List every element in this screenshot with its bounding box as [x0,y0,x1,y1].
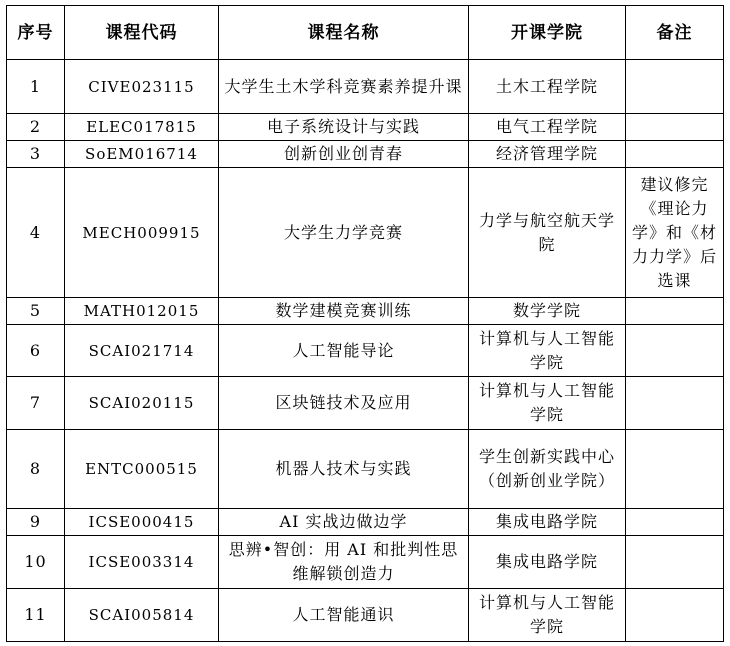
table-row [7,114,724,141]
cell-code: CIVE023115 [65,60,219,114]
cell-name: AI 实战边做边学 [219,509,469,536]
cell-code: SCAI020115 [65,377,219,430]
course-document [6,5,724,642]
cell-name: 人工智能通识 [219,589,469,642]
cell-name: 人工智能导论 [219,325,469,377]
table-row [7,141,724,168]
cell-name: 大学生土木学科竞赛素养提升课 [219,60,469,114]
cell-code: SoEM016714 [65,141,219,168]
cell-no: 3 [7,141,65,168]
cell-college: 计算机与人工智能学院 [469,377,626,430]
cell-no: 10 [7,536,65,589]
cell-no: 6 [7,325,65,377]
cell-name: 数学建模竞赛训练 [219,298,469,325]
table-row [7,60,724,114]
table-row [7,589,724,642]
cell-no: 9 [7,509,65,536]
cell-note [626,298,724,325]
cell-college: 力学与航空航天学院 [469,168,626,298]
cell-code: ICSE003314 [65,536,219,589]
cell-name: 大学生力学竞赛 [219,168,469,298]
cell-name: 区块链技术及应用 [219,377,469,430]
header-no: 序号 [7,6,65,60]
table-row [7,377,724,430]
table-row [7,509,724,536]
table-row [7,168,724,298]
table-row [7,430,724,509]
cell-code: SCAI021714 [65,325,219,377]
cell-name: 思辨•智创：用 AI 和批判性思维解锁创造力 [219,536,469,589]
cell-note [626,509,724,536]
cell-no: 2 [7,114,65,141]
cell-note [626,325,724,377]
cell-no: 11 [7,589,65,642]
cell-college: 电气工程学院 [469,114,626,141]
header-college: 开课学院 [469,6,626,60]
cell-code: MATH012015 [65,298,219,325]
cell-code: ELEC017815 [65,114,219,141]
cell-college: 集成电路学院 [469,509,626,536]
cell-no: 7 [7,377,65,430]
cell-name: 电子系统设计与实践 [219,114,469,141]
header-note: 备注 [626,6,724,60]
cell-note [626,589,724,642]
header-row [7,6,724,60]
cell-note: 建议修完《理论力学》和《材力力学》后选课 [626,168,724,298]
cell-no: 1 [7,60,65,114]
cell-note [626,60,724,114]
cell-no: 8 [7,430,65,509]
table-row [7,536,724,589]
cell-note [626,536,724,589]
cell-no: 4 [7,168,65,298]
cell-code: ENTC000515 [65,430,219,509]
cell-note [626,114,724,141]
cell-note [626,141,724,168]
header-code: 课程代码 [65,6,219,60]
cell-note [626,430,724,509]
cell-code: ICSE000415 [65,509,219,536]
cell-code: MECH009915 [65,168,219,298]
cell-college: 经济管理学院 [469,141,626,168]
cell-no: 5 [7,298,65,325]
cell-name: 创新创业创青春 [219,141,469,168]
cell-note [626,377,724,430]
cell-code: SCAI005814 [65,589,219,642]
cell-college: 计算机与人工智能学院 [469,589,626,642]
table-row [7,298,724,325]
cell-college: 土木工程学院 [469,60,626,114]
header-name: 课程名称 [219,6,469,60]
cell-name: 机器人技术与实践 [219,430,469,509]
cell-college: 数学学院 [469,298,626,325]
cell-college: 集成电路学院 [469,536,626,589]
cell-college: 学生创新实践中心（创新创业学院） [469,430,626,509]
cell-college: 计算机与人工智能学院 [469,325,626,377]
course-table [6,5,724,642]
table-row [7,325,724,377]
